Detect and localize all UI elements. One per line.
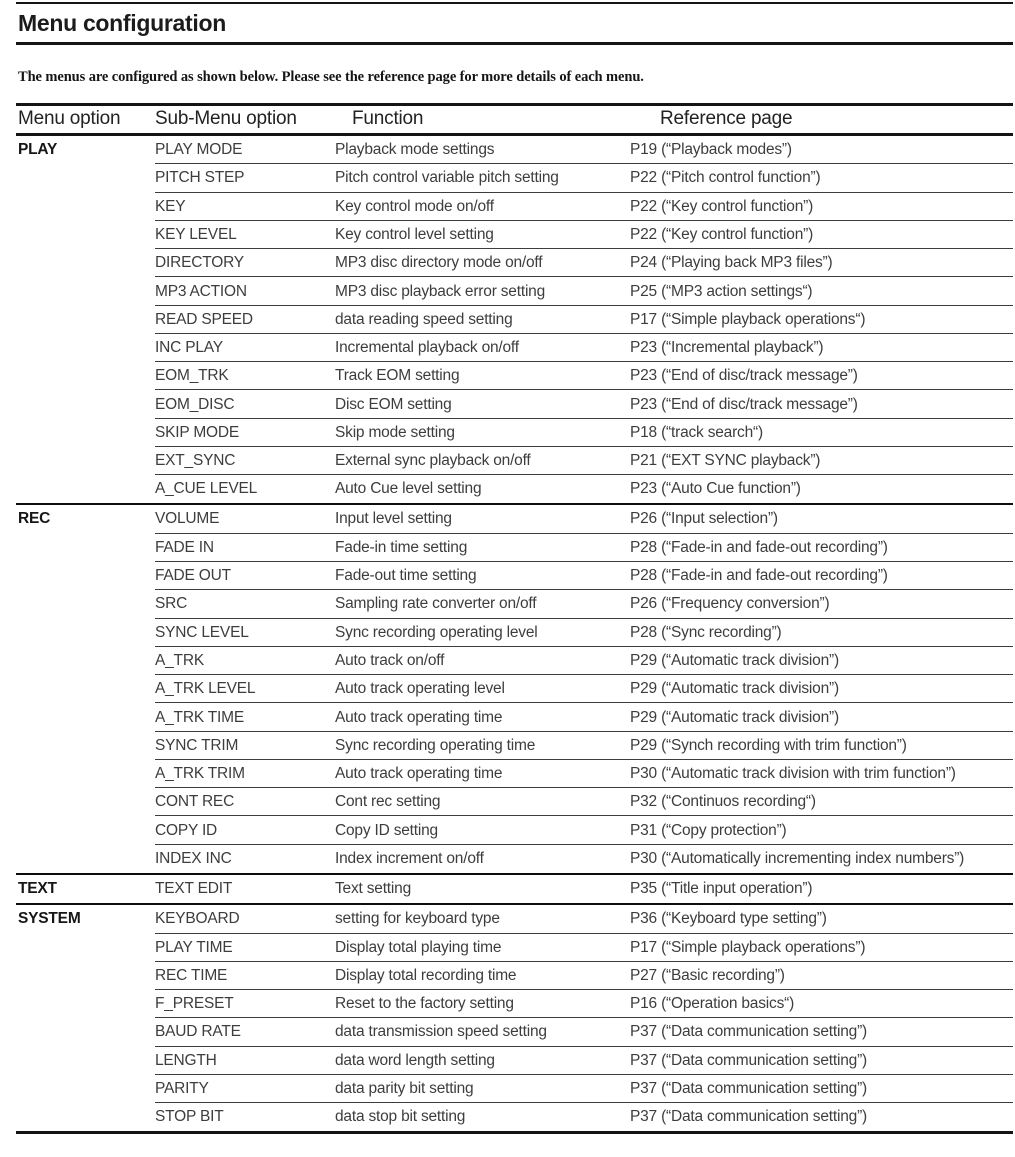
function-cell: Cont rec setting xyxy=(335,787,630,816)
table-body xyxy=(16,136,1013,1134)
table-row xyxy=(16,220,1013,248)
sub-menu-option-cell: KEY LEVEL xyxy=(155,220,335,249)
header-menu-option: Menu option xyxy=(18,108,121,130)
reference-page-cell: P25 (“MP3 action settings“) xyxy=(630,276,1013,305)
menu-option-cell xyxy=(16,788,155,816)
reference-page-cell: P29 (“Automatic track division”) xyxy=(630,674,1013,703)
reference-page-cell: P18 (“track search“) xyxy=(630,418,1013,447)
menu-option-cell: TEXT xyxy=(18,879,57,897)
sub-menu-option-cell: KEY xyxy=(155,192,335,221)
menu-option-cell xyxy=(16,990,155,1018)
menu-option-cell: REC xyxy=(18,510,51,528)
sub-menu-option-cell: SYNC TRIM xyxy=(155,731,335,760)
sub-menu-option-cell: LENGTH xyxy=(155,1046,335,1075)
table-row xyxy=(16,788,1013,816)
sub-menu-option-cell: A_CUE LEVEL xyxy=(155,474,335,503)
function-cell: Auto track operating level xyxy=(335,674,630,703)
table-row xyxy=(16,503,1013,533)
sub-menu-option-cell: FADE IN xyxy=(155,533,335,562)
menu-option-cell xyxy=(16,533,155,561)
function-cell: data word length setting xyxy=(335,1046,630,1075)
sub-menu-option-cell: F_PRESET xyxy=(155,989,335,1018)
function-cell: Disc EOM setting xyxy=(335,389,630,418)
menu-option-cell xyxy=(16,475,155,503)
menu-option-cell xyxy=(16,277,155,305)
reference-page-cell: P35 (“Title input operation”) xyxy=(630,879,813,897)
header-function: Function xyxy=(352,108,424,130)
function-cell: Sync recording operating level xyxy=(335,618,630,647)
reference-page-cell: P30 (“Automatic track division with trim function”) xyxy=(630,759,1013,788)
reference-page-cell: P37 (“Data communication setting”) xyxy=(630,1017,1013,1046)
reference-page-cell: P22 (“Pitch control function”) xyxy=(630,163,1013,192)
function-cell: External sync playback on/off xyxy=(335,446,630,475)
reference-page-cell: P27 (“Basic recording”) xyxy=(630,961,1013,990)
sub-menu-option-cell: A_TRK TRIM xyxy=(155,759,335,788)
sub-menu-option-cell: DIRECTORY xyxy=(155,248,335,277)
reference-page-cell: P21 (“EXT SYNC playback”) xyxy=(630,446,1013,475)
reference-page-cell: P28 (“Sync recording”) xyxy=(630,618,1013,647)
menu-option-cell xyxy=(16,390,155,418)
sub-menu-option-cell: PLAY TIME xyxy=(155,933,335,962)
sub-menu-option-cell: EOM_DISC xyxy=(155,389,335,418)
sub-menu-option-cell: EXT_SYNC xyxy=(155,446,335,475)
sub-menu-option-cell: REC TIME xyxy=(155,961,335,990)
table-row xyxy=(16,136,1013,164)
menu-option-cell xyxy=(16,220,155,248)
sub-menu-option-cell: BAUD RATE xyxy=(155,1017,335,1046)
sub-menu-option-cell: A_TRK xyxy=(155,646,335,675)
reference-page-cell: P22 (“Key control function”) xyxy=(630,220,1013,249)
table-header-row xyxy=(16,103,1013,136)
menu-configuration-table xyxy=(16,103,1013,1134)
reference-page-cell: P17 (“Simple playback operations”) xyxy=(630,933,1013,962)
function-cell: Key control level setting xyxy=(335,220,630,249)
menu-option-cell xyxy=(16,933,155,961)
function-cell: Key control mode on/off xyxy=(335,192,630,221)
reference-page-cell: P37 (“Data communication setting”) xyxy=(630,1046,1013,1075)
function-cell: Display total playing time xyxy=(335,933,630,962)
function-cell: Sampling rate converter on/off xyxy=(335,589,630,618)
function-cell: Index increment on/off xyxy=(335,844,630,873)
function-cell: Track EOM setting xyxy=(335,361,630,390)
table-row xyxy=(16,390,1013,418)
reference-page-cell: P29 (“Automatic track division”) xyxy=(630,646,1013,675)
table-row xyxy=(16,164,1013,192)
function-cell: data transmission speed setting xyxy=(335,1017,630,1046)
table-row xyxy=(16,646,1013,674)
menu-option-cell xyxy=(16,675,155,703)
function-cell: Skip mode setting xyxy=(335,418,630,447)
header-sub-menu-option: Sub-Menu option xyxy=(155,108,297,130)
function-cell: MP3 disc directory mode on/off xyxy=(335,248,630,277)
menu-option-cell xyxy=(16,1103,155,1131)
reference-page-cell: P29 (“Automatic track division”) xyxy=(630,702,1013,731)
table-row xyxy=(16,418,1013,446)
table-row xyxy=(16,305,1013,333)
function-cell: Copy ID setting xyxy=(335,815,630,844)
reference-page-cell: P23 (“Incremental playback”) xyxy=(630,333,1013,362)
menu-option-cell xyxy=(16,590,155,618)
menu-option-cell xyxy=(16,362,155,390)
reference-page-cell: P29 (“Synch recording with trim function”) xyxy=(630,731,1013,760)
sub-menu-option-cell: INDEX INC xyxy=(155,844,335,873)
table-row xyxy=(16,1074,1013,1102)
intro-text: The menus are configured as shown below. Please see the reference page for more details of each menu. xyxy=(18,68,644,85)
reference-page-cell: P26 (“Frequency conversion”) xyxy=(630,589,1013,618)
table-row xyxy=(16,192,1013,220)
reference-page-cell: P23 (“Auto Cue function”) xyxy=(630,474,1013,503)
table-row xyxy=(16,562,1013,590)
table-row xyxy=(16,903,1013,933)
reference-page-cell: P31 (“Copy protection”) xyxy=(630,815,1013,844)
menu-option-cell xyxy=(16,562,155,590)
function-cell: data stop bit setting xyxy=(335,1102,630,1131)
sub-menu-option-cell: TEXT EDIT xyxy=(155,879,233,897)
reference-page-cell: P22 (“Key control function”) xyxy=(630,192,1013,221)
table-row xyxy=(16,362,1013,390)
menu-option-cell xyxy=(16,618,155,646)
table-row xyxy=(16,731,1013,759)
table-row xyxy=(16,1103,1013,1131)
sub-menu-option-cell: READ SPEED xyxy=(155,305,335,334)
table-row xyxy=(16,277,1013,305)
sub-menu-option-cell: EOM_TRK xyxy=(155,361,335,390)
function-cell: Auto track operating time xyxy=(335,759,630,788)
function-cell: data reading speed setting xyxy=(335,305,630,334)
menu-option-cell xyxy=(16,961,155,989)
function-cell: MP3 disc playback error setting xyxy=(335,276,630,305)
reference-page-cell: P24 (“Playing back MP3 files”) xyxy=(630,248,1013,277)
table-row xyxy=(16,475,1013,503)
function-cell: Reset to the factory setting xyxy=(335,989,630,1018)
table-row xyxy=(16,533,1013,561)
sub-menu-option-cell: COPY ID xyxy=(155,815,335,844)
table-row xyxy=(16,873,1013,903)
sub-menu-option-cell: STOP BIT xyxy=(155,1102,335,1131)
menu-option-cell xyxy=(16,418,155,446)
sub-menu-option-cell: MP3 ACTION xyxy=(155,276,335,305)
table-row xyxy=(16,1018,1013,1046)
sub-menu-option-cell: KEYBOARD xyxy=(155,909,240,927)
sub-menu-option-cell: PARITY xyxy=(155,1074,335,1103)
menu-option-cell xyxy=(16,192,155,220)
menu-option-cell xyxy=(16,305,155,333)
function-cell: Playback mode settings xyxy=(335,140,495,158)
table-row xyxy=(16,249,1013,277)
menu-option-cell xyxy=(16,844,155,872)
function-cell: Fade-in time setting xyxy=(335,533,630,562)
reference-page-cell: P17 (“Simple playback operations“) xyxy=(630,305,1013,334)
table-row xyxy=(16,675,1013,703)
function-cell: Input level setting xyxy=(335,510,452,528)
sub-menu-option-cell: CONT REC xyxy=(155,787,335,816)
sub-menu-option-cell: VOLUME xyxy=(155,510,220,528)
table-row xyxy=(16,618,1013,646)
menu-option-cell xyxy=(16,164,155,192)
menu-option-cell xyxy=(16,249,155,277)
table-row xyxy=(16,703,1013,731)
table-row xyxy=(16,447,1013,475)
reference-page-cell: P23 (“End of disc/track message”) xyxy=(630,361,1013,390)
table-row xyxy=(16,590,1013,618)
table-row xyxy=(16,844,1013,872)
table-row xyxy=(16,759,1013,787)
function-cell: Display total recording time xyxy=(335,961,630,990)
function-cell: setting for keyboard type xyxy=(335,909,500,927)
menu-option-cell xyxy=(16,1074,155,1102)
menu-option-cell xyxy=(16,646,155,674)
sub-menu-option-cell: SKIP MODE xyxy=(155,418,335,447)
table-row xyxy=(16,933,1013,961)
title-divider xyxy=(16,42,1013,45)
menu-option-cell xyxy=(16,447,155,475)
function-cell: Sync recording operating time xyxy=(335,731,630,760)
sub-menu-option-cell: SYNC LEVEL xyxy=(155,618,335,647)
sub-menu-option-cell: FADE OUT xyxy=(155,561,335,590)
function-cell: Text setting xyxy=(335,879,412,897)
function-cell: Pitch control variable pitch setting xyxy=(335,163,630,192)
reference-page-cell: P16 (“Operation basics“) xyxy=(630,989,1013,1018)
sub-menu-option-cell: INC PLAY xyxy=(155,333,335,362)
menu-option-cell xyxy=(16,333,155,361)
sub-menu-option-cell: SRC xyxy=(155,589,335,618)
function-cell: Incremental playback on/off xyxy=(335,333,630,362)
function-cell: data parity bit setting xyxy=(335,1074,630,1103)
table-row xyxy=(16,333,1013,361)
function-cell: Fade-out time setting xyxy=(335,561,630,590)
menu-option-cell: SYSTEM xyxy=(18,909,81,927)
reference-page-cell: P23 (“End of disc/track message”) xyxy=(630,389,1013,418)
reference-page-cell: P30 (“Automatically incrementing index numbers”) xyxy=(630,844,1013,873)
table-row xyxy=(16,1046,1013,1074)
table-row xyxy=(16,990,1013,1018)
menu-option-cell: PLAY xyxy=(18,140,58,158)
header-reference-page: Reference page xyxy=(660,108,793,130)
sub-menu-option-cell: PITCH STEP xyxy=(155,163,335,192)
sub-menu-option-cell: A_TRK TIME xyxy=(155,702,335,731)
reference-page-cell: P28 (“Fade-in and fade-out recording”) xyxy=(630,561,1013,590)
reference-page-cell: P36 (“Keyboard type setting”) xyxy=(630,909,827,927)
reference-page-cell: P32 (“Continuos recording“) xyxy=(630,787,1013,816)
reference-page-cell: P28 (“Fade-in and fade-out recording”) xyxy=(630,533,1013,562)
function-cell: Auto Cue level setting xyxy=(335,474,630,503)
menu-option-cell xyxy=(16,1018,155,1046)
menu-option-cell xyxy=(16,759,155,787)
reference-page-cell: P19 (“Playback modes”) xyxy=(630,140,792,158)
reference-page-cell: P37 (“Data communication setting”) xyxy=(630,1102,1013,1131)
menu-option-cell xyxy=(16,703,155,731)
menu-option-cell xyxy=(16,731,155,759)
table-row xyxy=(16,961,1013,989)
manual-page xyxy=(0,2,1015,1134)
function-cell: Auto track on/off xyxy=(335,646,630,675)
page-title: Menu configuration xyxy=(18,10,226,36)
menu-option-cell xyxy=(16,816,155,844)
sub-menu-option-cell: A_TRK LEVEL xyxy=(155,674,335,703)
table-row xyxy=(16,816,1013,844)
reference-page-cell: P37 (“Data communication setting”) xyxy=(630,1074,1013,1103)
menu-option-cell xyxy=(16,1046,155,1074)
function-cell: Auto track operating time xyxy=(335,702,630,731)
sub-menu-option-cell: PLAY MODE xyxy=(155,140,243,158)
reference-page-cell: P26 (“Input selection”) xyxy=(630,510,778,528)
